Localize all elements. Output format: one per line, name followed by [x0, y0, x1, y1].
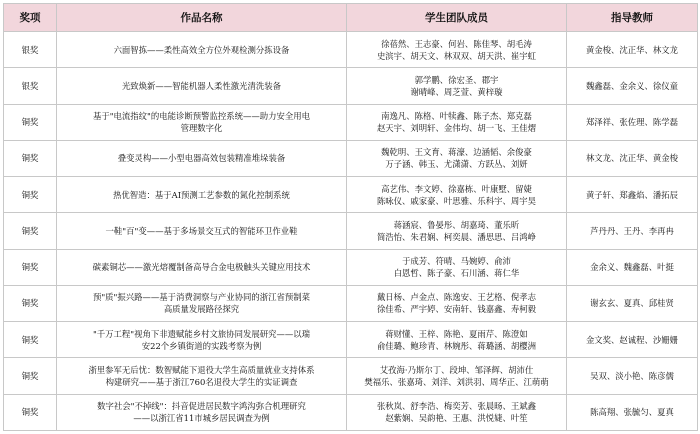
work-title-line: 热优智造：基于AI预测工艺参数的氮化控制系统 — [113, 189, 290, 200]
work-title-line: 基于"电流指纹"的电能诊断预警监控系统——助力安全用电 — [92, 111, 311, 122]
team-members-cell — [347, 32, 567, 68]
team-members-line: 史滨宇、胡天文、林双双、胡天洪、崔宇虹 — [376, 50, 537, 61]
team-members-line: 戴日杨、卢金点、陈逸安、王艺格、倪孝志 — [376, 292, 537, 303]
work-title-cell — [57, 285, 347, 321]
team-members-cell — [347, 394, 567, 430]
advisor-cell — [567, 358, 698, 394]
advisor-line: 林文龙、沈正华、黄金梭 — [585, 153, 679, 164]
work-title-line: 数字社会"不掉线"：抖音促进居民数字鸿沟弥合机理研究 — [97, 401, 306, 412]
award-cell: 铜奖 — [4, 322, 57, 358]
work-title-line: ——以浙江省11市城乡居民调查为例 — [133, 413, 270, 424]
awards-table — [3, 3, 698, 431]
advisor-cell — [567, 104, 698, 140]
team-members-line: 樊福乐、张嘉琦、刘洋、刘洪羽、周华正、江萌萌 — [364, 377, 549, 388]
advisor-line: 芦丹丹、王丹、李再冉 — [590, 225, 674, 236]
work-title-line: 光致焕新——智能机器人柔性激光清洗装备 — [121, 80, 282, 91]
award-cell: 铜奖 — [4, 358, 57, 394]
team-members-line: 郭学鹏、徐宏圣、郡宇 — [414, 74, 499, 85]
team-members-cell — [347, 104, 567, 140]
team-members-line: 简浩怡、朱君娴、柯奕晨、潘思思、吕鸿峥 — [376, 231, 537, 242]
work-title-line: 安22个乡镇街道的实践考察为例 — [141, 340, 262, 351]
work-title-line: 一鞋"百"变——基于多场景交互式的智能环卫作业鞋 — [105, 225, 298, 236]
team-members-line: 徐佳希、严宇婷、安南轩、钱嘉鑫、寿柯毅 — [376, 304, 537, 315]
award-cell: 银奖 — [4, 32, 57, 68]
header-advisor: 指导教师 — [567, 4, 698, 32]
team-members-line: 白恩哲、陈子豪、石川涵、蒋仁华 — [393, 268, 520, 279]
work-title-cell — [57, 358, 347, 394]
work-title-cell — [57, 68, 347, 104]
advisor-cell — [567, 322, 698, 358]
advisor-cell — [567, 249, 698, 285]
team-members-line: 赵天宇、刘明轩、金伟均、胡一飞、王佳熠 — [376, 123, 537, 134]
team-members-cell — [347, 177, 567, 213]
table-row — [4, 322, 698, 358]
team-members-line: 谢晴峰、周芝萱、黄梓璇 — [410, 86, 503, 97]
work-title-line: 浙里参军无后忧：数智赋能下退役大学生高质量就业支持体系 — [88, 365, 315, 376]
work-title-line: 预"质"振兴路——基于消费洞察与产业协同的浙江省预制菜 — [92, 292, 311, 303]
table-row — [4, 104, 698, 140]
team-members-cell — [347, 140, 567, 176]
advisor-cell — [567, 285, 698, 321]
team-members-line: 俞佳璐、鲍珍青、林婉彤、蒋璐涵、胡樱洲 — [376, 340, 537, 351]
work-title-cell — [57, 177, 347, 213]
work-title-cell — [57, 394, 347, 430]
team-members-cell — [347, 285, 567, 321]
team-members-cell — [347, 213, 567, 249]
award-cell: 银奖 — [4, 68, 57, 104]
team-members-line: 陈咏仪、戚家豪、叶思雅、乐科宇、周宇昊 — [376, 195, 537, 206]
award-cell: 铜奖 — [4, 285, 57, 321]
work-title-cell — [57, 322, 347, 358]
table-row — [4, 394, 698, 430]
work-title-line: 构建研究——基于浙江760名退役大学生的实证调查 — [105, 377, 298, 388]
header-work: 作品名称 — [57, 4, 347, 32]
work-title-line: 碳素铜芯——激光熔覆制备高导合金电极触头关键应用技术 — [92, 262, 311, 273]
work-title-line: "千万工程"视角下非遗赋能乡村文旅协同发展研究——以瑞 — [92, 328, 311, 339]
advisor-cell — [567, 213, 698, 249]
advisor-cell — [567, 140, 698, 176]
advisor-cell — [567, 394, 698, 430]
advisor-line: 陈高翔、张毓匀、夏真 — [590, 407, 674, 418]
work-title-line: 管理数字化 — [180, 123, 223, 134]
team-members-line: 蒋涵宸、鲁晏彤、胡嘉琦、董乐昕 — [393, 219, 520, 230]
advisor-line: 魏鑫磊、金余义、徐仪童 — [585, 80, 679, 91]
work-title-line: 六面智拣——柔性高效全方位外观检测分拣设备 — [113, 44, 290, 55]
work-title-cell — [57, 213, 347, 249]
team-members-line: 赵紫娴、吴韵艳、王惠、洪悦婕、叶笙 — [385, 413, 528, 424]
header-row — [4, 4, 698, 32]
table-row — [4, 177, 698, 213]
team-members-cell — [347, 68, 567, 104]
table-row — [4, 140, 698, 176]
award-cell: 铜奖 — [4, 177, 57, 213]
team-members-cell — [347, 322, 567, 358]
advisor-cell — [567, 68, 698, 104]
team-members-line: 艾孜海·乃斯尔丁、段坤、邹泽辉、胡沛仕 — [379, 365, 534, 376]
award-cell: 铜奖 — [4, 213, 57, 249]
work-title-cell — [57, 104, 347, 140]
work-title-cell — [57, 249, 347, 285]
advisor-line: 郑泽祥、张佐理、陈学磊 — [585, 117, 679, 128]
table-row — [4, 358, 698, 394]
team-members-cell — [347, 358, 567, 394]
work-title-line: 叠变灵构——小型电器高效包装精准堆垛装备 — [117, 153, 286, 164]
advisor-cell — [567, 177, 698, 213]
advisor-line: 黄子轩、郑鑫焰、潘拓辰 — [585, 189, 679, 200]
team-members-line: 蒋财懂、王梓、陈艳、夏雨芹、陈澄如 — [385, 328, 528, 339]
table-row — [4, 32, 698, 68]
advisor-line: 谢玄玄、夏真、邱桂贤 — [590, 298, 674, 309]
work-title-cell — [57, 140, 347, 176]
award-cell: 铜奖 — [4, 394, 57, 430]
team-members-line: 高艺伟、李文婷、徐嘉栋、叶康墅、留婕 — [381, 183, 532, 194]
advisor-line: 金文奖、赵诚程、沙姗姗 — [585, 334, 679, 345]
team-members-line: 魏乾明、王文育、蒋濠、边涵韬、余俊豪 — [381, 147, 532, 158]
award-cell: 铜奖 — [4, 249, 57, 285]
advisor-line: 黄金梭、沈正华、林文龙 — [585, 44, 679, 55]
team-members-line: 南逸凡、陈格、叶犊鑫、陈子杰、郑克磊 — [381, 111, 532, 122]
advisor-line: 金余义、魏鑫磊、叶挺 — [590, 262, 674, 273]
team-members-line: 于成芳、符晴、马婉婷、俞沛 — [402, 256, 511, 267]
team-members-cell — [347, 249, 567, 285]
work-title-line: 高质量发展路径探究 — [163, 304, 240, 315]
table-body — [4, 32, 698, 431]
team-members-line: 徐蓓然、王志豪、何岩、陈佳琴、胡毛涛 — [381, 38, 532, 49]
award-cell: 铜奖 — [4, 104, 57, 140]
advisor-line: 吴双、淡小艳、陈彦儒 — [590, 371, 674, 382]
team-members-line: 张秋岚、舒李浩、梅奕芳、张晨旸、王斌鑫 — [376, 401, 537, 412]
header-award: 奖项 — [4, 4, 57, 32]
table-row — [4, 213, 698, 249]
work-title-cell — [57, 32, 347, 68]
header-members: 学生团队成员 — [347, 4, 567, 32]
award-cell: 铜奖 — [4, 140, 57, 176]
table-row — [4, 249, 698, 285]
table-row — [4, 285, 698, 321]
table-row — [4, 68, 698, 104]
team-members-line: 万子涵、韩玉、尤潇潇、方跃丛、刘妍 — [385, 159, 528, 170]
advisor-cell — [567, 32, 698, 68]
